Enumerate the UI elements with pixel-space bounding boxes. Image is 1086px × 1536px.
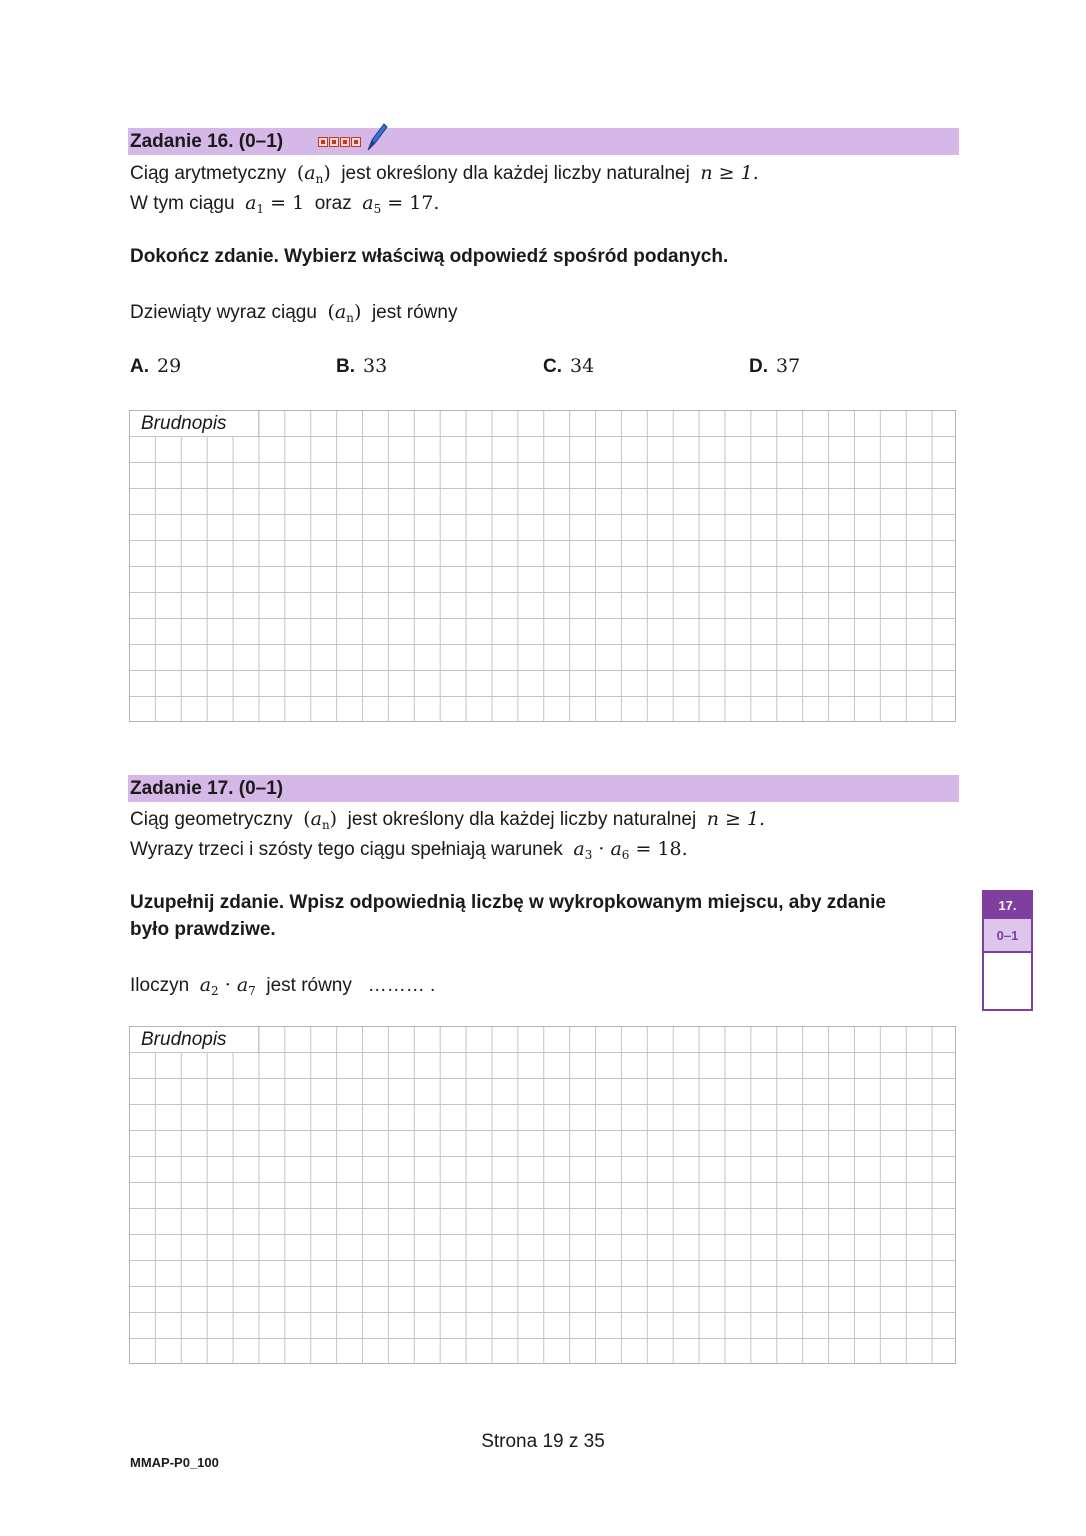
option-value: 34 [570,355,595,377]
score-entry-field[interactable] [984,953,1031,1009]
option-value: 33 [363,355,388,377]
task16-header [128,128,959,155]
option-letter: D. [749,356,768,377]
task16-a5: $a_5 = 17$. [362,192,440,216]
task16-title: Zadanie 16. (0–1) [130,131,284,152]
task16-seq-symbol: $(a_n)$ [296,162,331,186]
scratchpad-label: Brudnopis [130,1027,259,1053]
task17-line1-mid: jest określony dla każdej liczby naturalnej [347,809,697,830]
option-value: 37 [776,355,801,377]
task16-scratchpad[interactable] [129,410,956,722]
task17-line2-pre: Wyrazy trzeci i szósty tego ciągu spełniają warunek [130,839,563,860]
task17-condition: n ≥ 1. [706,808,766,830]
score-task-number: 17. [984,892,1031,919]
task17-line1 [130,806,765,838]
exam-code: MMAP-P0_100 [130,1455,219,1470]
scratchpad-label: Brudnopis [130,411,259,437]
task16-option-d[interactable] [749,355,800,378]
task16-instruction: Dokończ zdanie. Wybierz właściwą odpowiedź spośród podanych. [130,246,729,267]
page-number: Strona 19 z 35 [481,1431,605,1452]
pen-icon [366,122,388,152]
task17-line1-pre: Ciąg geometryczny [130,809,293,830]
task16-a1: $a_1 = 1$ [245,192,305,216]
task17-seq-symbol: $(a_n)$ [303,808,338,832]
task16-line1 [130,160,759,192]
task17-instruction [130,889,886,943]
task16-option-b[interactable] [336,355,387,378]
option-letter: A. [130,356,149,377]
answer-blank[interactable]: ……… . [367,975,436,996]
option-letter: C. [543,356,562,377]
task17-header [128,775,959,802]
task16-question-seq: $(a_n)$ [327,301,362,325]
task16-line1-mid: jest określony dla każdej liczby naturalnej [341,163,690,184]
task17-scratchpad[interactable] [129,1026,956,1364]
task16-question-pre: Dziewiąty wyraz ciągu [130,302,317,323]
task16-question [130,299,457,331]
task16-line2 [130,190,439,222]
task17-instruction-line2: było prawdziwe. [130,919,276,940]
task16-option-a[interactable] [130,355,181,378]
task17-question-pre: Iloczyn [130,975,190,996]
task17-title: Zadanie 17. (0–1) [130,778,284,799]
task16-line2-pre: W tym ciągu [130,193,235,214]
task17-question [130,972,435,1004]
task17-line2 [130,836,688,868]
option-letter: B. [336,356,355,377]
task16-question-post: jest równy [371,302,458,323]
score-range: 0–1 [984,919,1031,953]
task16-option-c[interactable] [543,355,594,378]
task17-question-expr: $a_2 \cdot a_7$ [199,974,256,998]
task16-condition: n ≥ 1. [700,162,759,184]
calculator-icon [318,137,361,147]
task17-condition-expr: $a_3 \cdot a_6 = 18$. [573,838,688,862]
task17-instruction-line1: Uzupełnij zdanie. Wpisz odpowiednią liczbę w wykropkowanym miejscu, aby zdanie [130,892,886,913]
task16-line1-pre: Ciąg arytmetyczny [130,163,287,184]
option-value: 29 [157,355,182,377]
task16-line2-mid: oraz [314,193,352,214]
task17-question-post: jest równy [266,975,352,996]
score-box [982,890,1033,1011]
